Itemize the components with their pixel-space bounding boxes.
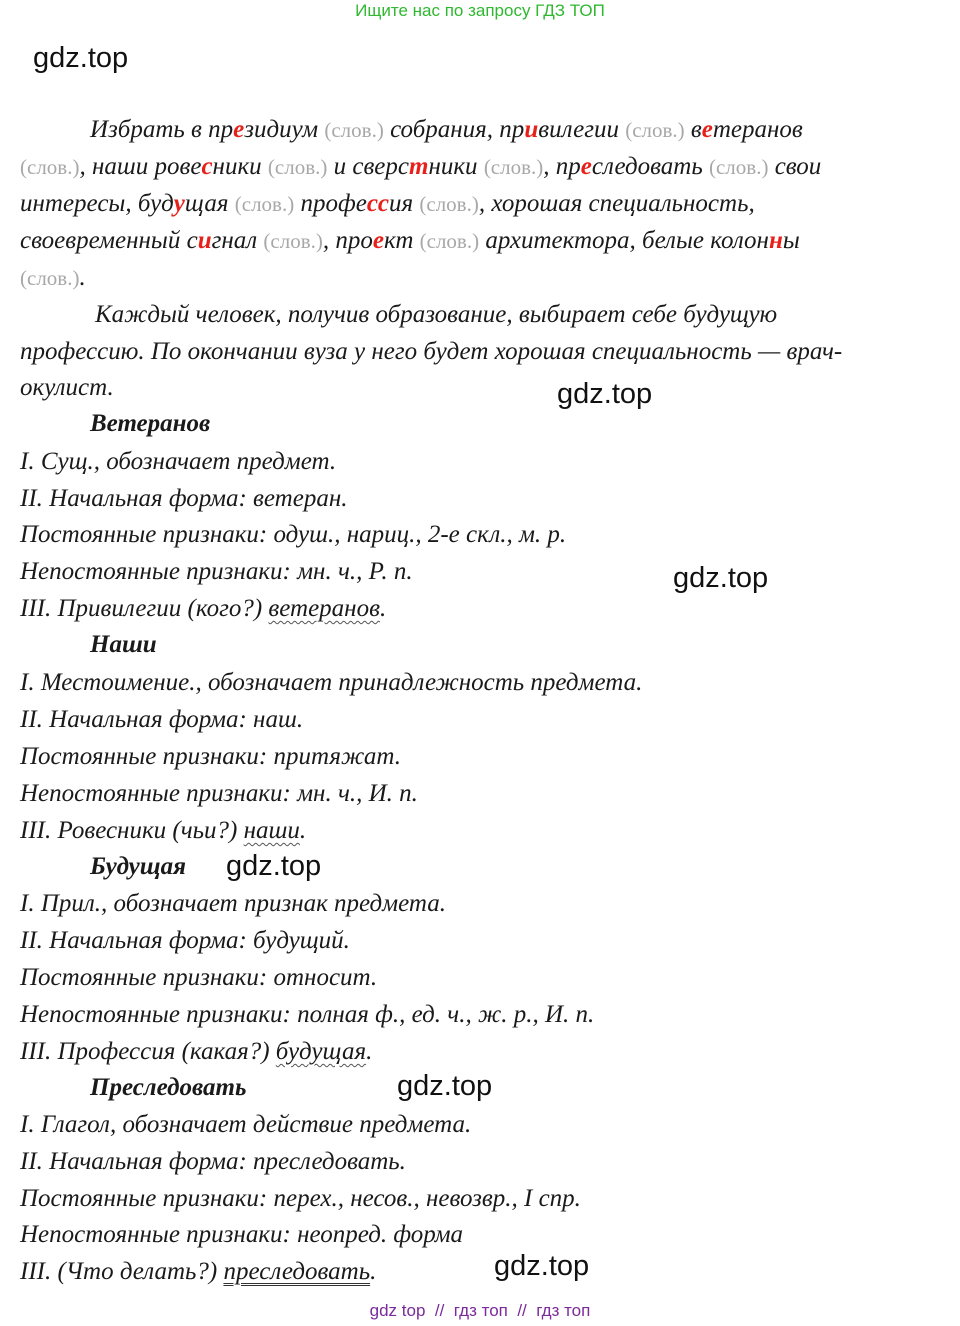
analysis-line: Непостоянные признаки: мн. ч., И. п. xyxy=(20,780,418,807)
text: ы xyxy=(782,227,800,254)
analysis-heading: Ветеранов xyxy=(90,410,211,437)
analysis-line xyxy=(20,1039,372,1064)
analysis-heading: Преследовать xyxy=(90,1074,247,1101)
text: III. Привилегии (кого?) xyxy=(20,595,269,622)
analysis-heading: Будущая xyxy=(90,853,186,880)
highlight-letter: е xyxy=(701,116,713,143)
analysis-line: II. Начальная форма: будущий. xyxy=(20,927,350,954)
highlight-letter: е xyxy=(580,153,592,180)
annotation: (слов.) xyxy=(234,192,295,216)
text: кт xyxy=(383,227,414,254)
annotation: (слов.) xyxy=(708,155,769,179)
underlined-word: наши xyxy=(243,817,300,844)
highlight-letter: е xyxy=(372,227,384,254)
annotation: (слов.) xyxy=(625,118,685,142)
top-banner: Ищите нас по запросу ГДЗ ТОП xyxy=(355,1,605,20)
highlight-letter: и xyxy=(197,227,212,254)
underlined-word: преследовать xyxy=(223,1258,371,1285)
analysis-line xyxy=(20,596,386,621)
annotation: (слов.) xyxy=(324,118,384,142)
annotation: (слов.) xyxy=(419,192,479,216)
text: зидиум xyxy=(244,116,319,143)
analysis-line: II. Начальная форма: наш. xyxy=(20,706,304,733)
footer-links: gdz top // гдз топ // гдз топ xyxy=(369,1301,591,1320)
analysis-line: Постоянные признаки: перех., несов., невозвр., I спр. xyxy=(20,1185,581,1212)
annotation: (слов.) xyxy=(267,155,328,179)
analysis-heading: Наши xyxy=(90,631,157,658)
text: интересы, буд xyxy=(20,190,174,217)
text: . xyxy=(299,817,307,844)
paragraph-line-2: профессию. По окончании вуза у него будет хорошая специальность — врач- xyxy=(20,338,843,365)
text: , про xyxy=(322,227,373,254)
text: ники xyxy=(212,153,262,180)
highlight-letter: и xyxy=(524,116,539,143)
watermark: gdz.top xyxy=(673,562,769,594)
text: своевременный с xyxy=(20,227,198,254)
text: , наши рове xyxy=(79,153,202,180)
watermark: gdz.top xyxy=(557,378,653,410)
exercise-line-5 xyxy=(20,265,86,290)
analysis-line: II. Начальная форма: ветеран. xyxy=(20,485,348,512)
text: . xyxy=(370,1258,377,1285)
text: свои xyxy=(774,153,822,180)
analysis-line: II. Начальная форма: преследовать. xyxy=(20,1148,406,1175)
text: ия xyxy=(389,190,414,217)
analysis-line xyxy=(20,818,306,843)
paragraph-line-3: окулист. xyxy=(20,374,114,401)
annotation: (слов.) xyxy=(483,155,544,179)
highlight-letter: у xyxy=(173,190,185,217)
text: теранов xyxy=(712,116,803,143)
analysis-line: I. Глагол, обозначает действие предмета. xyxy=(20,1111,472,1138)
text: Избрать в пр xyxy=(90,116,234,143)
watermark: gdz.top xyxy=(397,1070,493,1102)
text: III. Ровесники (чьи?) xyxy=(20,817,244,844)
watermark: gdz.top xyxy=(33,42,129,74)
highlight-letter: сс xyxy=(366,190,390,217)
analysis-line: I. Прил., обозначает признак предмета. xyxy=(20,890,446,917)
text: . xyxy=(379,595,387,622)
underlined-word: будущая xyxy=(275,1038,367,1065)
analysis-line: I. Сущ., обозначает предмет. xyxy=(20,448,337,475)
analysis-line: Постоянные признаки: одуш., нариц., 2-е скл., м. р. xyxy=(20,521,567,548)
analysis-line: Непостоянные признаки: мн. ч., Р. п. xyxy=(20,558,413,585)
analysis-line xyxy=(20,1259,376,1284)
annotation: (слов.) xyxy=(20,266,80,290)
underlined-word: ветеранов xyxy=(268,595,380,622)
watermark: gdz.top xyxy=(226,850,322,882)
exercise-line-3 xyxy=(20,191,755,216)
text: ники xyxy=(428,153,478,180)
exercise-line-1 xyxy=(90,117,803,142)
annotation: (слов.) xyxy=(263,229,323,253)
analysis-line: Непостоянные признаки: неопред. форма xyxy=(20,1221,464,1248)
exercise-line-4 xyxy=(20,228,800,253)
text: III. (Что делать?) xyxy=(20,1258,224,1285)
annotation: (слов.) xyxy=(20,155,80,179)
analysis-line: Постоянные признаки: относит. xyxy=(20,964,378,991)
text: архитектора, белые колон xyxy=(485,227,769,254)
text: в xyxy=(690,116,702,143)
highlight-letter: е xyxy=(233,116,245,143)
text: собрания, пр xyxy=(390,116,525,143)
text: гнал xyxy=(211,227,258,254)
text: III. Профессия (какая?) xyxy=(20,1038,276,1065)
text: . xyxy=(79,264,86,291)
text: и сверс xyxy=(333,153,409,180)
highlight-letter: с xyxy=(201,153,213,180)
analysis-line: Постоянные признаки: притяжат. xyxy=(20,743,402,770)
text: , хорошая специальность, xyxy=(478,190,755,217)
analysis-line: I. Местоимение., обозначает принадлежность предмета. xyxy=(20,669,643,696)
text: , пр xyxy=(543,153,581,180)
text: вилегии xyxy=(538,116,619,143)
highlight-letter: н xyxy=(768,227,783,254)
highlight-letter: т xyxy=(409,153,429,180)
text: следовать xyxy=(591,153,703,180)
annotation: (слов.) xyxy=(419,229,480,253)
text: . xyxy=(366,1038,373,1065)
paragraph-line-1: Каждый человек, получив образование, выбирает себе будущую xyxy=(95,301,778,328)
text: щая xyxy=(184,190,229,217)
exercise-line-2 xyxy=(20,154,821,179)
watermark: gdz.top xyxy=(494,1250,590,1282)
text: профе xyxy=(300,190,367,217)
analysis-line: Непостоянные признаки: полная ф., ед. ч., ж. р., И. п. xyxy=(20,1001,595,1028)
